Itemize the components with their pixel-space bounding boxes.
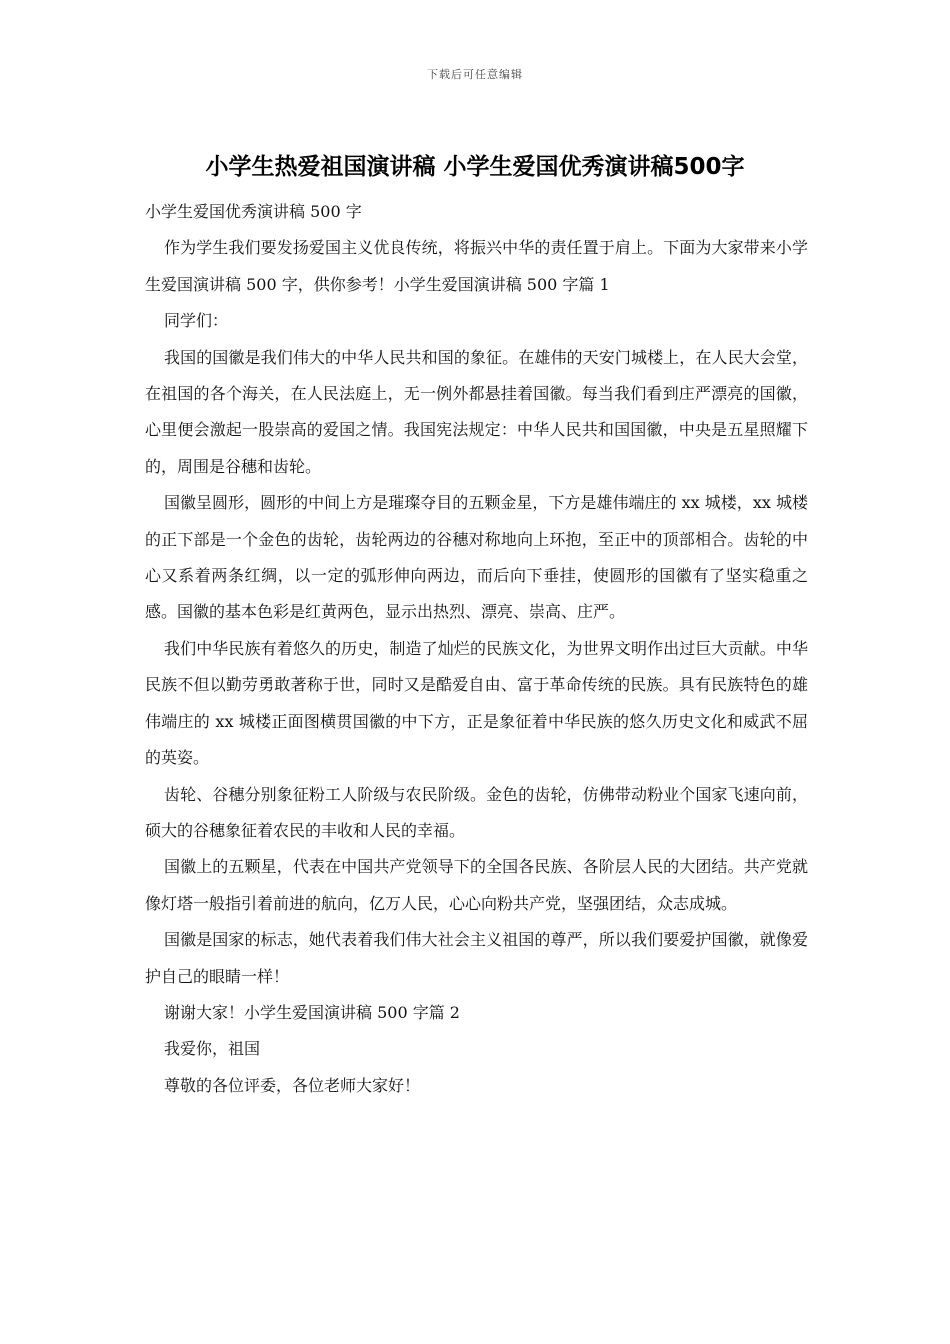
- paragraph: 国徽上的五颗星，代表在中国共产党领导下的全国各民族、各阶层人民的大团结。共产党就像灯塔一般指引着前进的航向，亿万人民，心心向粉共产党，坚强团结，众志成城。: [145, 857, 808, 913]
- paragraph: 我爱你，祖国: [164, 1039, 261, 1059]
- paragraph: 齿轮、谷穗分别象征粉工人阶级与农民阶级。金色的齿轮，仿佛带动粉业个国家飞速向前，硕大的谷穗象征着农民的丰收和人民的幸福。: [145, 784, 808, 840]
- paragraph: 小学生爱国优秀演讲稿 500 字: [145, 202, 362, 221]
- paragraph: 我国的国徽是我们伟大的中华人民共和国的象征。在雄伟的天安门城楼上，在人民大会堂，在祖国的各个海关，在人民法庭上，无一例外都悬挂着国徽。每当我们看到庄严漂亮的国徽，心里便会激起一股崇高的爱国之情。我国宪法规定：中华人民共和国国徽，中央是五星照耀下的，周围是谷穗和齿轮。: [145, 347, 808, 476]
- paragraph: 尊敬的各位评委，各位老师大家好！: [164, 1075, 421, 1095]
- document-body: [145, 194, 808, 1104]
- paragraph: 国徽是国家的标志，她代表着我们伟大社会主义祖国的尊严，所以我们要爱护国徽，就像爱护自己的眼睛一样！: [145, 930, 808, 986]
- paragraph: 我们中华民族有着悠久的历史，制造了灿烂的民族文化，为世界文明作出过巨大贡献。中华民族不但以勤劳勇敢著称于世，同时又是酷爱自由、富于革命传统的民族。具有民族特色的雄伟端庄的 xx 城楼正面图横贯国徽的中下方，正是象征着中华民族的悠久历史文化和威武不屈的英姿。: [145, 638, 808, 768]
- document-title: 小学生热爱祖国演讲稿 小学生爱国优秀演讲稿500字: [205, 154, 745, 180]
- paragraph: 国徽呈圆形，圆形的中间上方是璀璨夺目的五颗金星，下方是雄伟端庄的 xx 城楼，xx 城楼的正下部是一个金色的齿轮，齿轮两边的谷穗对称地向上环抱，至正中的顶部相合。齿轮的中心又系着两条红绸，以一定的弧形伸向两边，而后向下垂挂，使圆形的国徽有了坚实稳重之感。国徽的基本色彩是红黄两色，显示出热烈、漂亮、崇高、庄严。: [145, 493, 808, 622]
- paragraph: 谢谢大家！小学生爱国演讲稿 500 字篇 2: [164, 1002, 460, 1022]
- header-note: 下载后可任意编辑: [427, 68, 523, 81]
- paragraph: 作为学生我们要发扬爱国主义优良传统，将振兴中华的责任置于肩上。下面为大家带来小学生爱国演讲稿 500 字，供你参考！小学生爱国演讲稿 500 字篇 1: [145, 238, 808, 294]
- paragraph: 同学们：: [164, 311, 229, 331]
